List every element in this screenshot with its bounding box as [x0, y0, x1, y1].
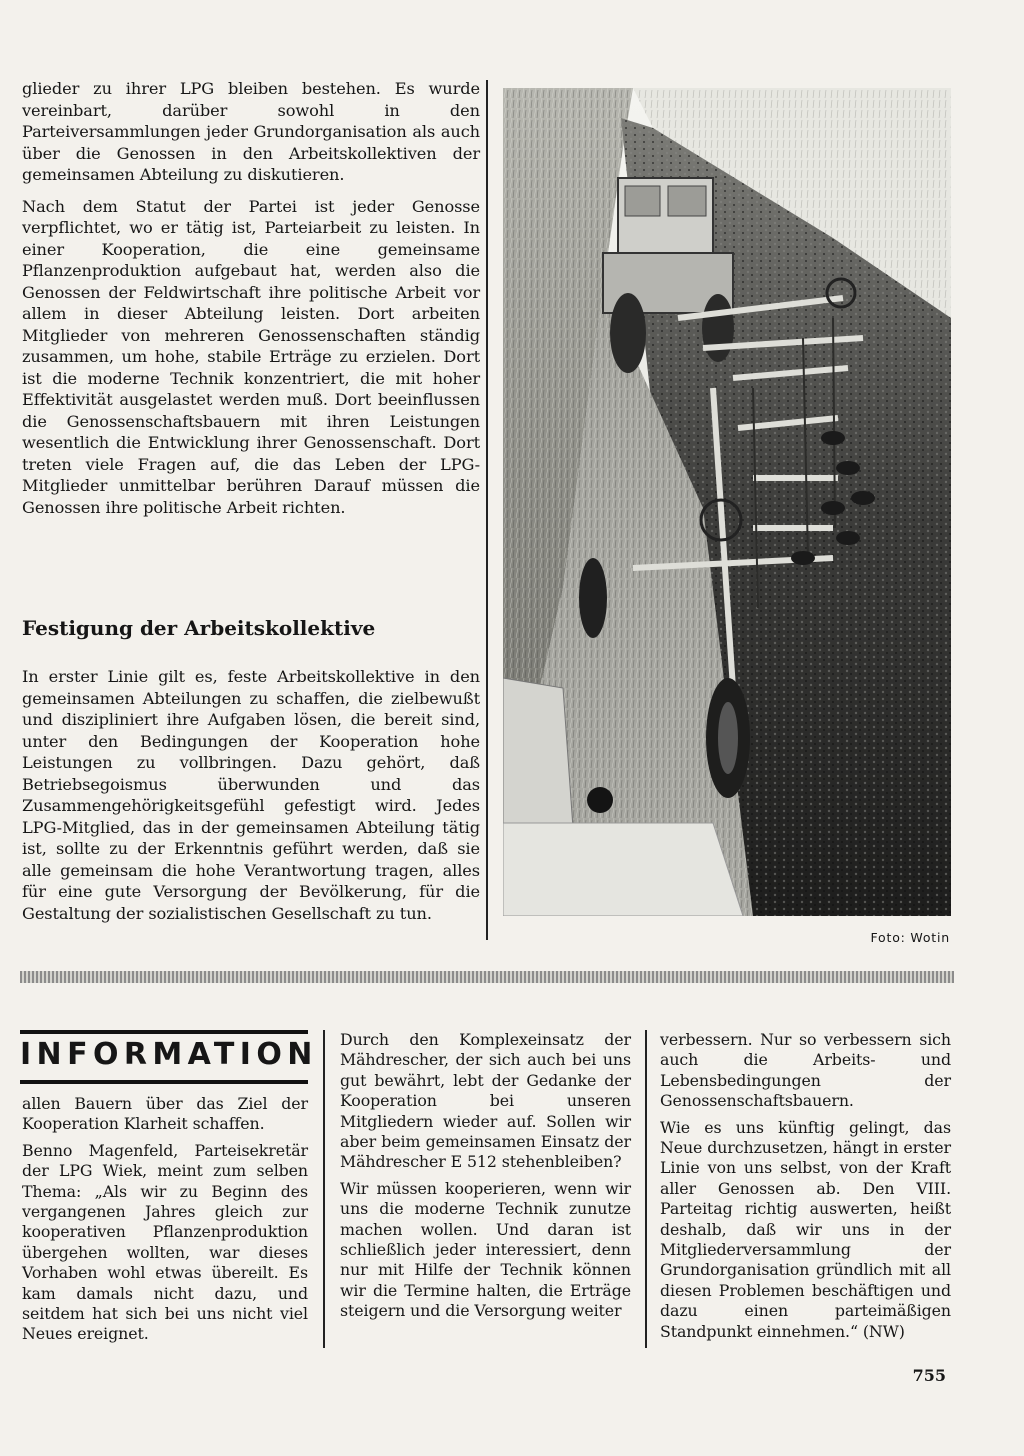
photo-credit: Foto: Wotin: [870, 930, 950, 945]
information-column-2: [340, 1030, 631, 1322]
information-paragraph: Benno Magenfeld, Parteisekretär der LPG Wiek, meint zum selben Thema: „Als wir zu Beginn des vergangenen Jahres gleich zur kooperativen Pflanzenproduktion übergehen wollten, war dieses Vorhaben wohl etwas übereilt. Es kam damals nicht dazu, und seitdem hat sich bei uns nicht viel Neues ereignet.: [22, 1140, 308, 1344]
information-paragraph: Wir müssen kooperieren, wenn wir uns die moderne Technik zunutze machen wollen. Und daran ist schließlich jeder interessiert, denn nur mit Hilfe der Technik können wir die Termine halten, die Erträge steigern und die Versorgung weiter: [340, 1178, 631, 1321]
information-heading: INFORMATION: [20, 1037, 318, 1072]
information-column-1: [22, 1094, 308, 1345]
information-column-3: [660, 1030, 951, 1342]
information-paragraph: verbessern. Nur so verbessern sich auch die Arbeits- und Lebensbedingungen der Genossenschaftsbauern.: [660, 1030, 951, 1111]
tractor-plough-illustration: [503, 88, 951, 916]
photo-tractor-plough: [503, 88, 951, 916]
information-paragraph: Wie es uns künftig gelingt, das Neue durchzusetzen, hängt in erster Linie von uns selbst, von der Kraft aller Genossen ab. Den VIII. Parteitag richtig auswerten, heißt deshalb, daß wir uns in der Mitgliederversammlung der Grundorganisation gründlich mit all diesen Problemen beschäftigen und dazu einen parteimäßigen Standpunkt einnehmen.“ (NW): [660, 1117, 952, 1341]
article-paragraph: glieder zu ihrer LPG bleiben bestehen. Es wurde vereinbart, darüber sowohl in den Parteiversammlungen jeder Grundorganisation als auch über die Genossen in den Arbeitskollektiven der gemeinsamen Abteilung zu diskutieren.: [22, 79, 480, 184]
column-divider: [323, 1030, 325, 1348]
column-divider: [486, 80, 488, 940]
article-paragraph: In erster Linie gilt es, feste Arbeitskollektive in den gemeinsamen Abteilungen zu schaffen, die zielbewußt und diszipliniert ihre Aufgaben lösen, die bereit sind, unter den Bedingungen der Kooperation hohe Leistungen zu vollbringen. Dazu gehört, daß Betriebsegoismus überwunden und das Zusammengehörigkeitsgefühl gefestigt wird. Jedes LPG-Mitglied, das in der gemeinsamen Abteilung tätig ist, sollte zu der Erkenntnis geführt werden, daß sie alle gemeinsam die hohe Verantwortung tragen, alles für eine gute Versorgung der Bevölkerung, für die Gestaltung der sozialistischen Gesellschaft zu tun.: [22, 667, 480, 923]
column-divider: [645, 1030, 647, 1348]
page-number: 755: [912, 1366, 946, 1385]
information-paragraph: allen Bauern über das Ziel der Kooperation Klarheit schaffen.: [22, 1094, 308, 1134]
section-heading: Festigung der Arbeitskollektive: [22, 616, 376, 640]
information-paragraph: Durch den Komplexeinsatz der Mähdrescher, der sich auch bei uns gut bewährt, lebt der Gedanke der Kooperation bei unseren Mitgliedern wieder auf. Sollen wir aber beim gemeinsamen Einsatz der Mähdrescher E 512 stehenbleiben?: [340, 1030, 631, 1172]
information-rule-top: [20, 1030, 308, 1034]
information-rule-bottom: [20, 1080, 308, 1084]
section-separator: [20, 971, 954, 983]
article-paragraph: Nach dem Statut der Partei ist jeder Genosse verpflichtet, wo er tätig ist, Parteiarbeit zu leisten. In einer Kooperation, die eine gemeinsame Pflanzenproduktion aufgebaut hat, werden also die Genossen der Feldwirtschaft ihre politische Arbeit vor allem in dieser Abteilung leisten. Dort arbeiten Mitglieder von mehreren Genossenschaften ständig zusammen, um hohe, stabile Erträge zu erzielen. Dort ist die moderne Technik konzentriert, die mit hoher Effektivität ausgelastet werden muß. Dort beeinflussen die Genossenschaftsbauern mit ihren Leistungen wesentlich die Entwicklung ihrer Genossenschaft. Dort treten viele Fragen auf, die das Leben der LPG-Mitglieder unmittelbar berühren Darauf müssen die Genossen ihre politische Arbeit richten.: [22, 196, 480, 517]
article-section-body: [22, 666, 480, 924]
article-top-column: [22, 78, 480, 518]
